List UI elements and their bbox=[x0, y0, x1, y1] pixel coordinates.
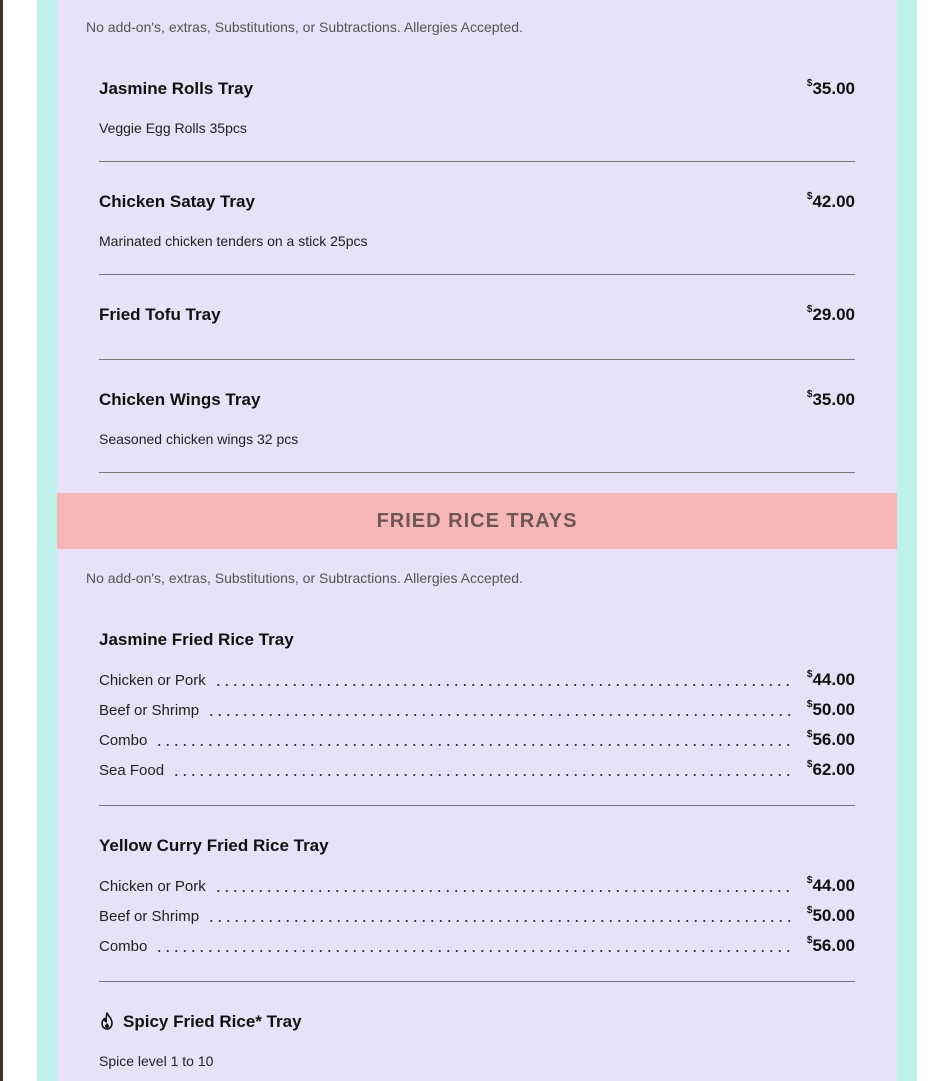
dot-leader bbox=[155, 949, 791, 953]
option-name: Sea Food bbox=[99, 762, 165, 779]
dot-leader bbox=[207, 919, 791, 923]
section-note: No add-on's, extras, Substitutions, or Subtractions. Allergies Accepted. bbox=[86, 570, 523, 586]
divider bbox=[99, 274, 855, 275]
option-row bbox=[99, 700, 855, 724]
divider bbox=[99, 981, 855, 982]
item-description-chicken-satay: Marinated chicken tenders on a stick 25pcs bbox=[99, 233, 368, 249]
option-row bbox=[99, 670, 855, 694]
option-row bbox=[99, 936, 855, 960]
section-note: No add-on's, extras, Substitutions, or Subtractions. Allergies Accepted. bbox=[86, 19, 523, 35]
flame-icon bbox=[99, 1012, 115, 1030]
dot-leader bbox=[172, 773, 791, 777]
option-price: $62.00 bbox=[806, 759, 855, 779]
divider bbox=[99, 161, 855, 162]
item-price-fried-tofu: $29.00 bbox=[806, 304, 855, 324]
option-price: $56.00 bbox=[806, 935, 855, 955]
dot-leader bbox=[214, 683, 791, 687]
option-price: $56.00 bbox=[806, 729, 855, 749]
item-name-fried-tofu: Fried Tofu Tray bbox=[99, 305, 221, 324]
option-name: Chicken or Pork bbox=[99, 878, 206, 895]
option-name: Chicken or Pork bbox=[99, 672, 206, 689]
item-name-chicken-wings: Chicken Wings Tray bbox=[99, 390, 261, 409]
item-price-chicken-satay: $42.00 bbox=[806, 191, 855, 211]
item-name-chicken-satay: Chicken Satay Tray bbox=[99, 192, 255, 211]
option-name: Combo bbox=[99, 732, 148, 749]
option-row bbox=[99, 730, 855, 754]
option-row bbox=[99, 876, 855, 900]
option-name: Beef or Shrimp bbox=[99, 908, 200, 925]
item-name-jasmine-rolls: Jasmine Rolls Tray bbox=[99, 79, 254, 98]
section-header-fried-rice bbox=[57, 493, 897, 549]
dot-leader bbox=[155, 743, 791, 747]
divider bbox=[99, 805, 855, 806]
item-price-jasmine-rolls: $35.00 bbox=[806, 78, 855, 98]
page-left-edge bbox=[0, 0, 3, 1081]
option-price: $44.00 bbox=[806, 875, 855, 895]
option-row bbox=[99, 760, 855, 784]
item-price-chicken-wings: $35.00 bbox=[806, 389, 855, 409]
item-description-jasmine-rolls: Veggie Egg Rolls 35pcs bbox=[99, 120, 247, 136]
option-name: Beef or Shrimp bbox=[99, 702, 200, 719]
section-title: FRIED RICE TRAYS bbox=[376, 509, 578, 532]
option-price: $44.00 bbox=[806, 669, 855, 689]
option-row bbox=[99, 906, 855, 930]
item-description-spicy-fried-rice: Spice level 1 to 10 bbox=[99, 1053, 214, 1069]
option-price: $50.00 bbox=[806, 699, 855, 719]
item-name-spicy-fried-rice: Spicy Fried Rice* Tray bbox=[123, 1012, 302, 1031]
item-name-yellow-curry-fried-rice: Yellow Curry Fried Rice Tray bbox=[99, 836, 329, 855]
item-description-chicken-wings: Seasoned chicken wings 32 pcs bbox=[99, 431, 299, 447]
item-name-jasmine-fried-rice: Jasmine Fried Rice Tray bbox=[99, 630, 294, 649]
dot-leader bbox=[207, 713, 791, 717]
divider bbox=[99, 472, 855, 473]
option-price: $50.00 bbox=[806, 905, 855, 925]
dot-leader bbox=[214, 889, 791, 893]
divider bbox=[99, 359, 855, 360]
option-name: Combo bbox=[99, 938, 148, 955]
